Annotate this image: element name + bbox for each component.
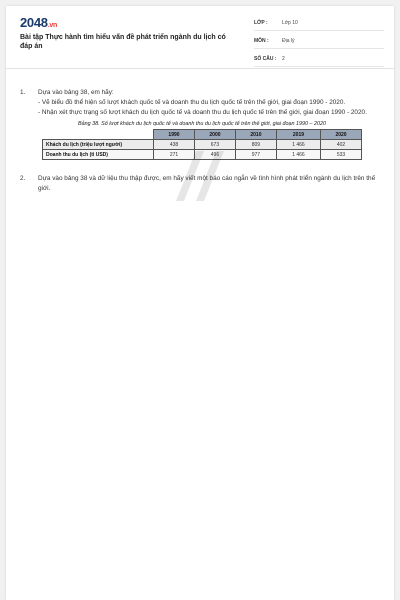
question-text: Dựa vào bảng 38 và dữ liệu thu thập được, em hãy viết một báo cáo ngắn về tình hình phát triển ngành du lịch trên thế giới. bbox=[38, 175, 376, 192]
table-cell: 533 bbox=[321, 150, 362, 160]
document-meta bbox=[254, 16, 384, 70]
document-page bbox=[6, 6, 394, 600]
question-body bbox=[38, 174, 376, 194]
year-header: 2010 bbox=[235, 130, 276, 140]
question-text: - Nhận xét thực trạng số lượt khách du lịch quốc tế và doanh thu du lịch quốc tế trên thế giới, giai đoạn 1990 - 2020. bbox=[38, 109, 367, 116]
meta-value: 2 bbox=[282, 56, 285, 62]
table-cell: 1 466 bbox=[276, 140, 320, 150]
table-cell: 809 bbox=[235, 140, 276, 150]
year-header: 2000 bbox=[194, 130, 235, 140]
table-corner-cell bbox=[43, 130, 154, 140]
document-title: Bài tập Thực hành tìm hiểu vấn đề phát triển ngành du lịch có đáp án bbox=[20, 34, 226, 50]
table-cell: 402 bbox=[321, 140, 362, 150]
question-text: - Vẽ biểu đồ thể hiện số lượt khách quốc tế và doanh thu du lịch quốc tế trên thế giới, giai đoạn 1990 - 2020. bbox=[38, 99, 346, 106]
table-caption: Bảng 38. Số lượt khách du lịch quốc tế và doanh thu du lịch quốc tế trên thế giới, giai đoạn 1990 – 2020 bbox=[78, 121, 326, 127]
table-cell: 1 466 bbox=[276, 150, 320, 160]
document-content bbox=[20, 88, 376, 194]
row-label: Khách du lịch (triệu lượt người) bbox=[43, 140, 154, 150]
meta-row-class bbox=[254, 16, 384, 31]
document-header bbox=[6, 6, 394, 69]
table-row bbox=[43, 150, 362, 160]
question-2 bbox=[20, 174, 376, 194]
site-logo[interactable] bbox=[20, 15, 57, 30]
table-cell: 438 bbox=[154, 140, 195, 150]
table-cell: 673 bbox=[194, 140, 235, 150]
table-header-row bbox=[43, 130, 362, 140]
table-cell: 496 bbox=[194, 150, 235, 160]
year-header: 1990 bbox=[154, 130, 195, 140]
question-number: 1. bbox=[20, 89, 26, 96]
meta-key: LỚP : bbox=[254, 20, 268, 26]
meta-key: SỐ CÂU : bbox=[254, 56, 277, 62]
year-header: 2019 bbox=[276, 130, 320, 140]
meta-row-question-count bbox=[254, 52, 384, 67]
logo-text: 2048 bbox=[20, 15, 48, 30]
meta-value: Địa lý bbox=[282, 38, 295, 44]
table-cell: 977 bbox=[235, 150, 276, 160]
logo-suffix: .vn bbox=[47, 22, 57, 29]
year-header: 2020 bbox=[321, 130, 362, 140]
tourism-table bbox=[42, 129, 362, 160]
row-label: Doanh thu du lịch (tỉ USD) bbox=[43, 150, 154, 160]
question-text: Dựa vào bảng 38, em hãy: bbox=[38, 89, 114, 96]
meta-row-subject bbox=[254, 34, 384, 49]
meta-value: Lớp 10 bbox=[282, 20, 298, 26]
meta-key: MÔN : bbox=[254, 38, 269, 44]
question-body bbox=[38, 88, 376, 118]
table-cell: 271 bbox=[154, 150, 195, 160]
table-row bbox=[43, 140, 362, 150]
data-table-block bbox=[42, 120, 362, 160]
question-number: 2. bbox=[20, 175, 26, 182]
question-1 bbox=[20, 88, 376, 118]
